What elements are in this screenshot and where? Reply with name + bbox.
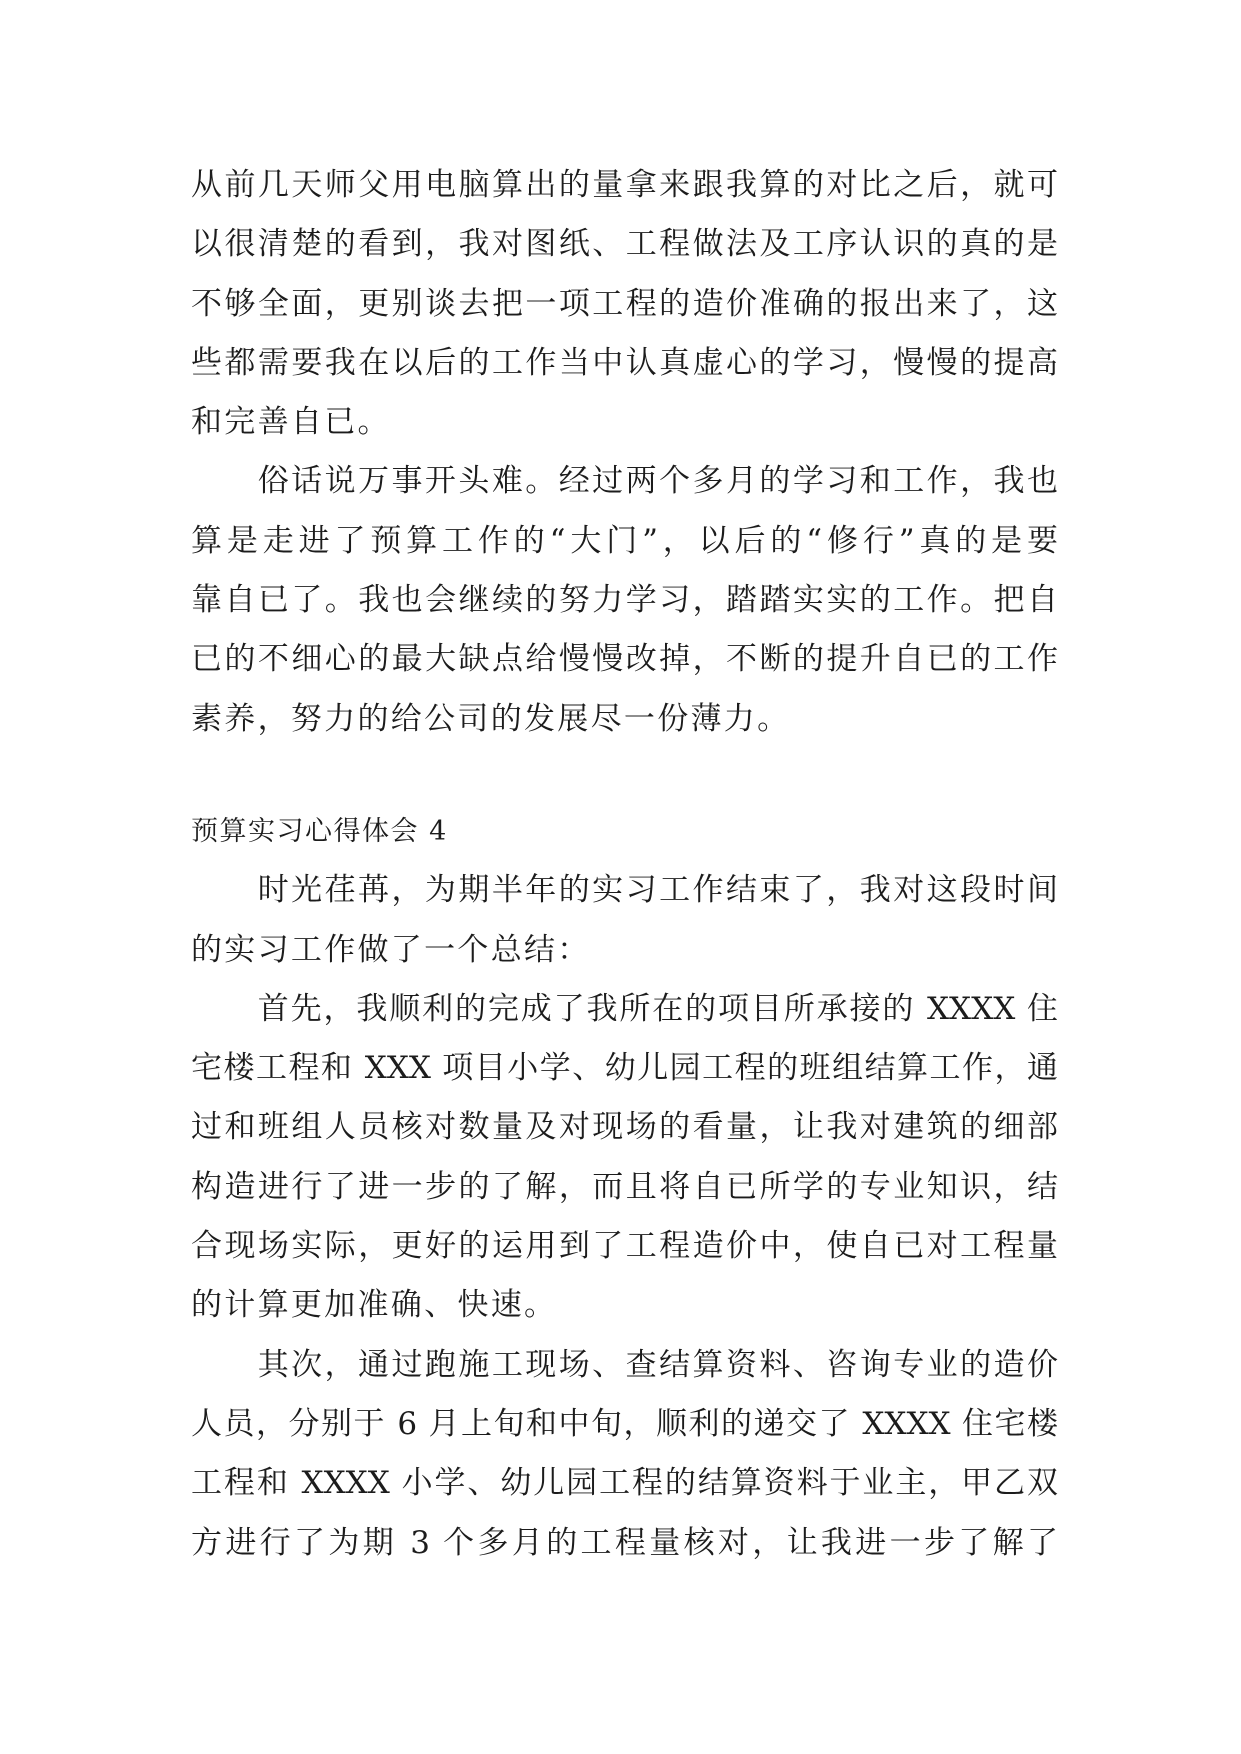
section-heading: 预算实习心得体会 4 (191, 815, 448, 847)
text-line: 已的不细心的最大缺点给慢慢改掉，不断的提升自已的工作 (191, 641, 1058, 678)
text-line: 工程和 XXXX 小学、幼儿园工程的结算资料于业主，甲乙双 (191, 1465, 1058, 1502)
document-body (191, 156, 1058, 1573)
text-line: 宅楼工程和 XXX 项目小学、幼儿园工程的班组结算工作，通 (191, 1050, 1058, 1087)
text-line: 合现场实际，更好的运用到了工程造价中，使自已对工程量 (191, 1228, 1058, 1265)
paragraph (191, 980, 1058, 1336)
text-line: 从前几天师父用电脑算出的量拿来跟我算的对比之后，就可 (191, 167, 1058, 203)
text-line: 和完善自已。 (191, 404, 391, 441)
text-line: 方进行了为期 3 个多月的工程量核对，让我进一步了解了 (191, 1524, 1058, 1561)
text-line: 算是走进了预算工作的“大门”，以后的“修行”真的是要 (191, 522, 1058, 559)
text-line: 时光荏苒，为期半年的实习工作结束了，我对这段时间 (257, 872, 1058, 909)
text-line: 俗话说万事开头难。经过两个多月的学习和工作，我也 (257, 463, 1058, 500)
text-line: 人员，分别于 6 月上旬和中旬，顺利的递交了 XXXX 住宅楼 (191, 1405, 1058, 1442)
text-line: 的实习工作做了一个总结： (191, 931, 591, 968)
paragraph (191, 1336, 1058, 1573)
text-line: 以很清楚的看到，我对图纸、工程做法及工序认识的真的是 (191, 226, 1058, 263)
text-line: 过和班组人员核对数量及对现场的看量，让我对建筑的细部 (191, 1109, 1058, 1146)
text-line: 素养，努力的给公司的发展尽一份薄力。 (191, 700, 791, 737)
paragraph (191, 156, 1058, 452)
text-line: 其次，通过跑施工现场、查结算资料、咨询专业的造价 (257, 1346, 1058, 1383)
text-line: 些都需要我在以后的工作当中认真虚心的学习，慢慢的提高 (191, 344, 1058, 381)
text-line: 不够全面，更别谈去把一项工程的造价准确的报出来了，这 (191, 285, 1058, 322)
text-line: 构造进行了进一步的了解，而且将自已所学的专业知识，结 (191, 1168, 1058, 1205)
text-line: 首先，我顺利的完成了我所在的项目所承接的 XXXX 住 (257, 990, 1058, 1027)
paragraph (191, 452, 1058, 748)
text-line: 的计算更加准确、快速。 (191, 1287, 558, 1324)
text-line: 靠自已了。我也会继续的努力学习，踏踏实实的工作。把自 (191, 582, 1058, 619)
paragraph (191, 861, 1058, 980)
